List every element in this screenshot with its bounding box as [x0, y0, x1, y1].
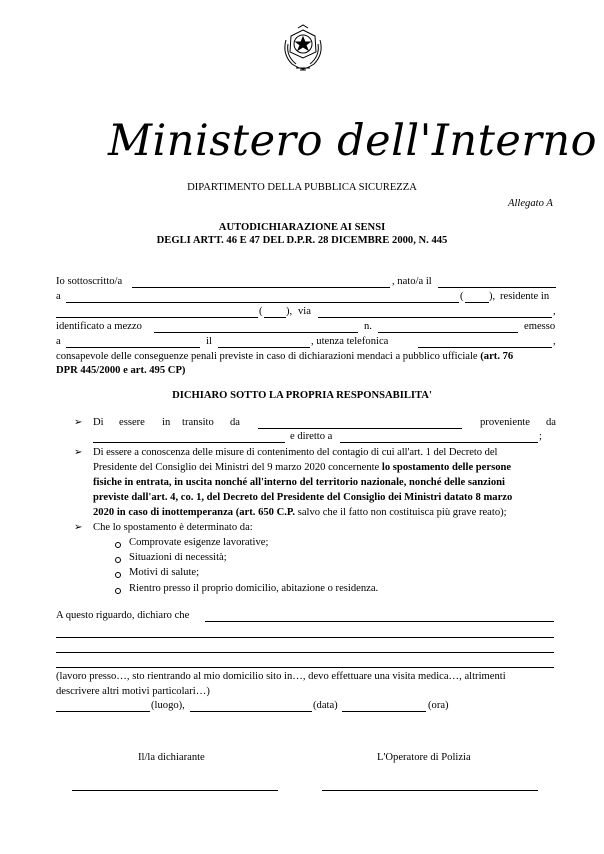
field-issued-by[interactable] — [66, 347, 200, 348]
field-id-document[interactable] — [154, 332, 358, 333]
field-reason-line3[interactable] — [56, 652, 554, 653]
label-number: n. — [364, 321, 372, 332]
bullet2-line: fisiche in entrata, in uscita nonché all'interno del territorio nazionale, nonché delle sanzioni — [93, 477, 505, 488]
bullet2-line: previste dall'art. 4, co. 1, del Decreto del Presidente del Consiglio dei Ministri datato 8 marzo — [93, 492, 513, 503]
field-date[interactable] — [190, 711, 312, 712]
label-place: (luogo), — [151, 700, 185, 711]
field-birth-place[interactable] — [66, 302, 459, 303]
label-resident: residente in — [500, 291, 550, 302]
signature-officer[interactable] — [322, 790, 538, 791]
field-birth-date[interactable] — [438, 287, 556, 288]
arrow-bullet-icon: ➢ — [74, 447, 83, 458]
field-residence-city[interactable] — [56, 317, 258, 318]
ministry-title: Ministero dell'Interno — [108, 116, 597, 166]
field-time[interactable] — [342, 711, 426, 712]
paren-open: ( — [460, 291, 464, 302]
label-born: , nato/a il — [392, 276, 432, 287]
comma: , — [553, 336, 556, 347]
doc-title-line2: DEGLI ARTT. 46 E 47 DEL D.P.R. 28 DICEMBRE 2000, N. 445 — [156, 235, 448, 246]
semicolon: ; — [539, 431, 542, 442]
label-issued-at: a — [56, 336, 61, 347]
label-born-at: a — [56, 291, 61, 302]
reason-intro: Che lo spostamento è determinato da: — [93, 522, 253, 533]
field-transit-from[interactable] — [258, 428, 462, 429]
option-circle-icon[interactable] — [115, 542, 121, 548]
label-phone: , utenza telefonica — [311, 336, 389, 347]
reason-option: Situazioni di necessità; — [129, 552, 227, 563]
field-issue-date[interactable] — [218, 347, 310, 348]
option-circle-icon[interactable] — [115, 557, 121, 563]
annex-label: Allegato A — [508, 198, 553, 209]
label-date: (data) — [313, 700, 338, 711]
examples-text: (lavoro presso…, sto rientrando al mio domicilio sito in…, devo effettuare una visita medica…, altrimenti — [56, 671, 506, 682]
reason-option: Rientro presso il proprio domicilio, abitazione o residenza. — [129, 583, 379, 594]
label-identified-by: identificato a mezzo — [56, 321, 142, 332]
reason-option: Motivi di salute; — [129, 567, 200, 578]
option-circle-icon[interactable] — [115, 588, 121, 594]
bullet1-word: da — [230, 417, 240, 428]
bullet1-word: essere — [119, 417, 145, 428]
field-destination[interactable] — [340, 442, 538, 443]
option-circle-icon[interactable] — [115, 572, 121, 578]
comma: , — [553, 306, 556, 317]
field-place[interactable] — [56, 711, 150, 712]
bullet1-word: proveniente — [480, 417, 531, 428]
bullet1-word: Di — [93, 417, 104, 428]
label-declarant: Il/la dichiarante — [138, 752, 205, 763]
reason-option: Comprovate esigenze lavorative; — [129, 537, 269, 548]
paren-open: ( — [259, 306, 263, 317]
field-reason-line4[interactable] — [56, 667, 554, 668]
signature-declarant[interactable] — [72, 790, 278, 791]
department-name: DIPARTIMENTO DELLA PUBBLICA SICUREZZA — [187, 182, 417, 193]
label-street: via — [298, 306, 311, 317]
label-time: (ora) — [428, 700, 449, 711]
field-phone[interactable] — [418, 347, 552, 348]
label-issued-on: il — [206, 336, 212, 347]
bullet2-line: 2020 in caso di inottemperanza (art. 650 C.P. salvo che il fatto non costituisca più grave reato); — [93, 507, 507, 518]
bullet2-line: Presidente del Consiglio dei Ministri del 9 marzo 2020 concernente lo spostamento delle persone — [93, 462, 512, 473]
label-officer: L'Operatore di Polizia — [377, 752, 471, 763]
field-reason-line2[interactable] — [56, 637, 554, 638]
label-issued: emesso — [524, 321, 556, 332]
consequences-text: consapevole delle conseguenze penali previste in caso di dichiarazioni mendaci a pubblico ufficiale (art. 76 — [56, 351, 514, 362]
field-name[interactable] — [132, 287, 390, 288]
doc-title-line1: AUTODICHIARAZIONE AI SENSI — [218, 222, 386, 233]
italian-republic-emblem — [280, 24, 326, 74]
paren-close: ), — [489, 291, 496, 302]
label-undersigned: Io sottoscritto/a — [56, 276, 123, 287]
declaration-heading: DICHIARO SOTTO LA PROPRIA RESPONSABILITA' — [172, 390, 432, 401]
field-id-number[interactable] — [378, 332, 518, 333]
label-directed-to: e diretto a — [290, 431, 333, 442]
field-reason-line1[interactable] — [205, 621, 554, 622]
examples-text: descrivere altri motivi particolari…) — [56, 686, 210, 697]
regarding-label: A questo riguardo, dichiaro che — [56, 610, 190, 621]
field-residence-province[interactable] — [264, 317, 286, 318]
bullet1-word: in — [162, 417, 171, 428]
field-street[interactable] — [318, 317, 552, 318]
bullet1-word: da — [546, 417, 556, 428]
field-birth-province[interactable] — [465, 302, 489, 303]
bullet2-line: Di essere a conoscenza delle misure di contenimento del contagio di cui all'art. 1 del Decreto del — [93, 447, 498, 458]
paren-close: ), — [286, 306, 293, 317]
legal-reference: DPR 445/2000 e art. 495 CP) — [56, 365, 186, 376]
field-origin[interactable] — [93, 442, 285, 443]
bullet1-word: transito — [182, 417, 214, 428]
arrow-bullet-icon: ➢ — [74, 417, 83, 428]
arrow-bullet-icon: ➢ — [74, 522, 83, 533]
